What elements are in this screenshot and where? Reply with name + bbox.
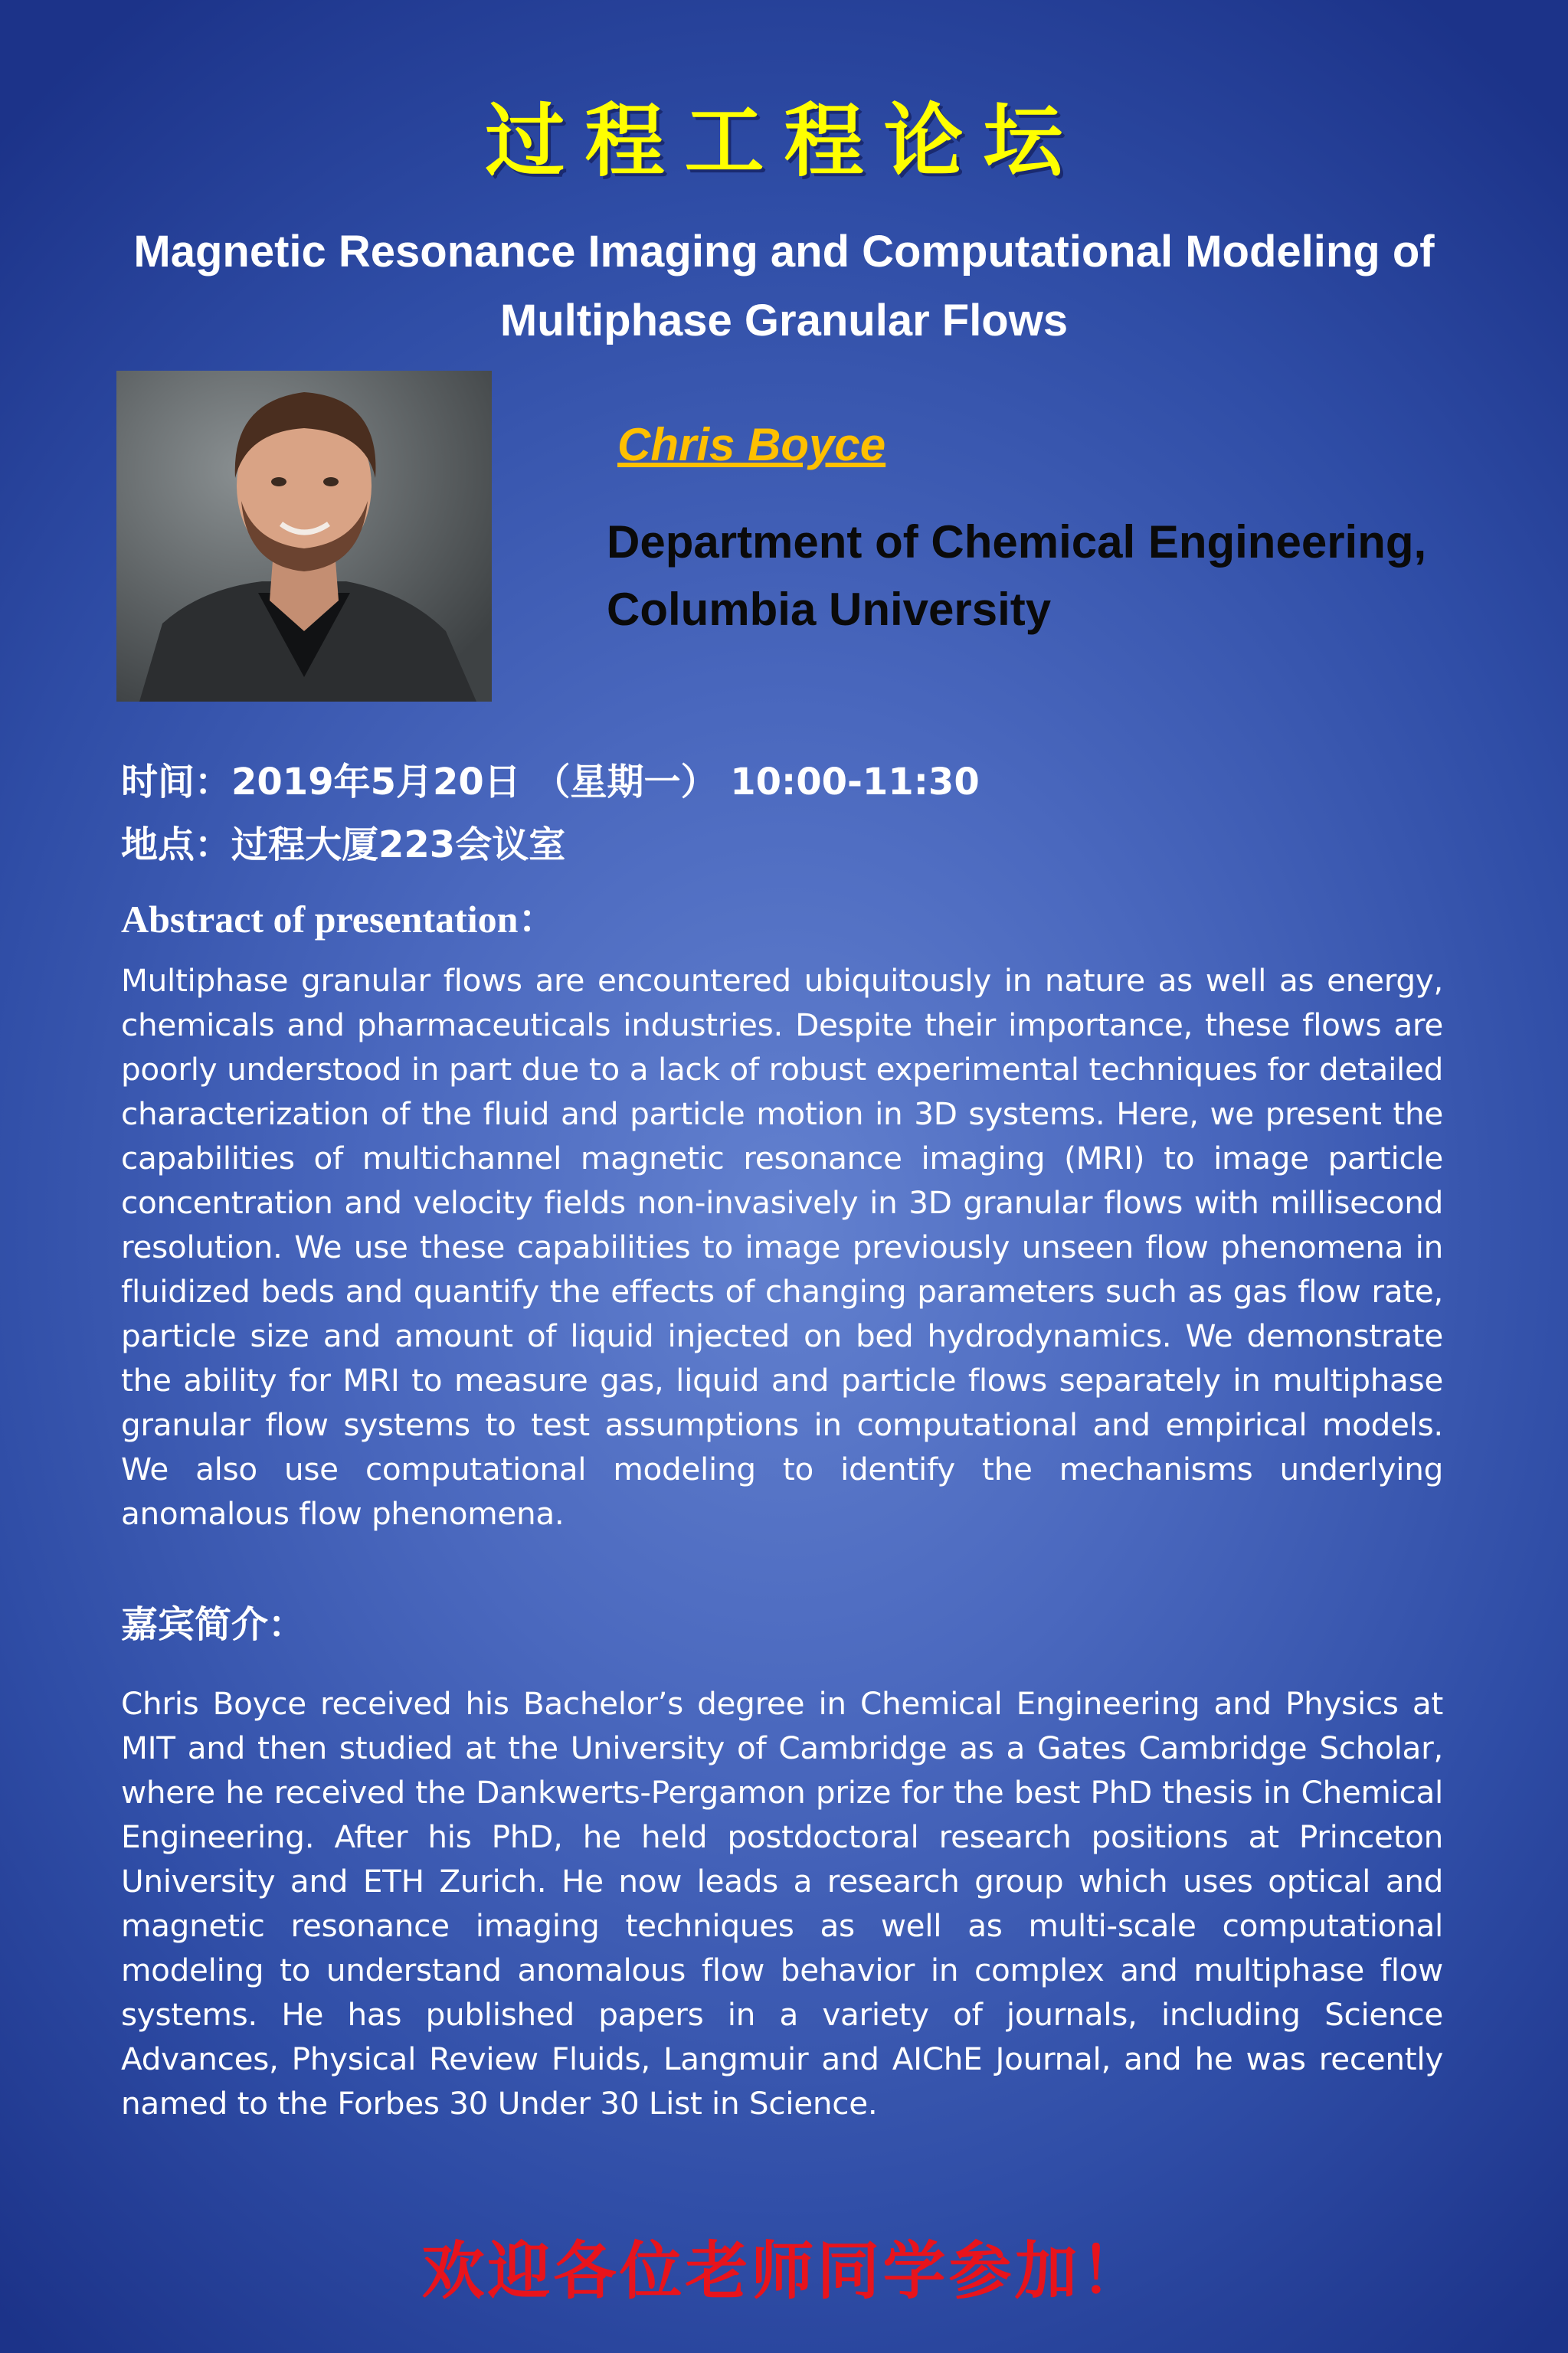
- speaker-portrait-illustration: [116, 371, 492, 702]
- abstract-text: Multiphase granular flows are encountered ubiquitously in nature as well as energy, chemicals and pharmaceuticals industries. Despite their importance, these flows are poorly understood in part due to a lack of robust experimental techniques for detailed characterization of the fluid and particle motion in 3D systems. Here, we present the capabilities of multichannel magnetic resonance imaging (MRI) to image particle concentration and velocity fields non-invasively in 3D granular flows with millisecond resolution. We use these capabilities to image previously unseen flow phenomena in fluidized beds and quantify the effects of changing parameters such as gas flow rate, particle size and amount of liquid injected on bed hydrodynamics. We demonstrate the ability for MRI to measure gas, liquid and particle flows separately in multiphase granular flow systems to test assumptions in computational and empirical models. We also use computational modeling to identify the mechanisms underlying anomalous flow phenomena.: [121, 962, 1443, 1532]
- affiliation-line-1: Department of Chemical Engineering,: [607, 516, 1427, 568]
- speaker-photo: [116, 371, 492, 702]
- abstract-heading: Abstract of presentation：: [121, 898, 557, 941]
- speaker-affiliation: [607, 509, 1541, 643]
- forum-title: 过程工程论坛: [485, 94, 1083, 188]
- event-time: 时间：2019年5月20日 （星期一） 10:00-11:30: [121, 761, 980, 803]
- bio-heading: 嘉宾简介：: [121, 1603, 306, 1646]
- talk-title: [46, 218, 1522, 355]
- event-location: 地点：过程大厦223会议室: [121, 823, 566, 866]
- bio-text: Chris Boyce received his Bachelor’s degree in Chemical Engineering and Physics at MIT and then studied at the University of Cambridge as a Gates Cambridge Scholar, where he received the Dankwerts-Pergamon prize for the best PhD thesis in Chemical Engineering. After his PhD, he held postdoctoral research positions at Princeton University and ETH Zurich. He now leads a research group which uses optical and magnetic resonance imaging techniques as well as multi-scale computational modeling to understand anomalous flow behavior in complex and multiphase flow systems. He has published papers in a variety of journals, including Science Advances, Physical Review Fluids, Langmuir and AIChE Journal, and he was recently named to the Forbes 30 Under 30 List in Science.: [121, 1685, 1443, 2122]
- welcome-message: 欢迎各位老师同学参加！: [421, 2235, 1147, 2308]
- speaker-name[interactable]: Chris Boyce: [617, 419, 886, 470]
- affiliation-line-2: Columbia University: [607, 584, 1052, 635]
- talk-title-line-1: Magnetic Resonance Imaging and Computational Modeling of: [133, 227, 1435, 277]
- talk-title-line-2: Multiphase Granular Flows: [499, 296, 1069, 345]
